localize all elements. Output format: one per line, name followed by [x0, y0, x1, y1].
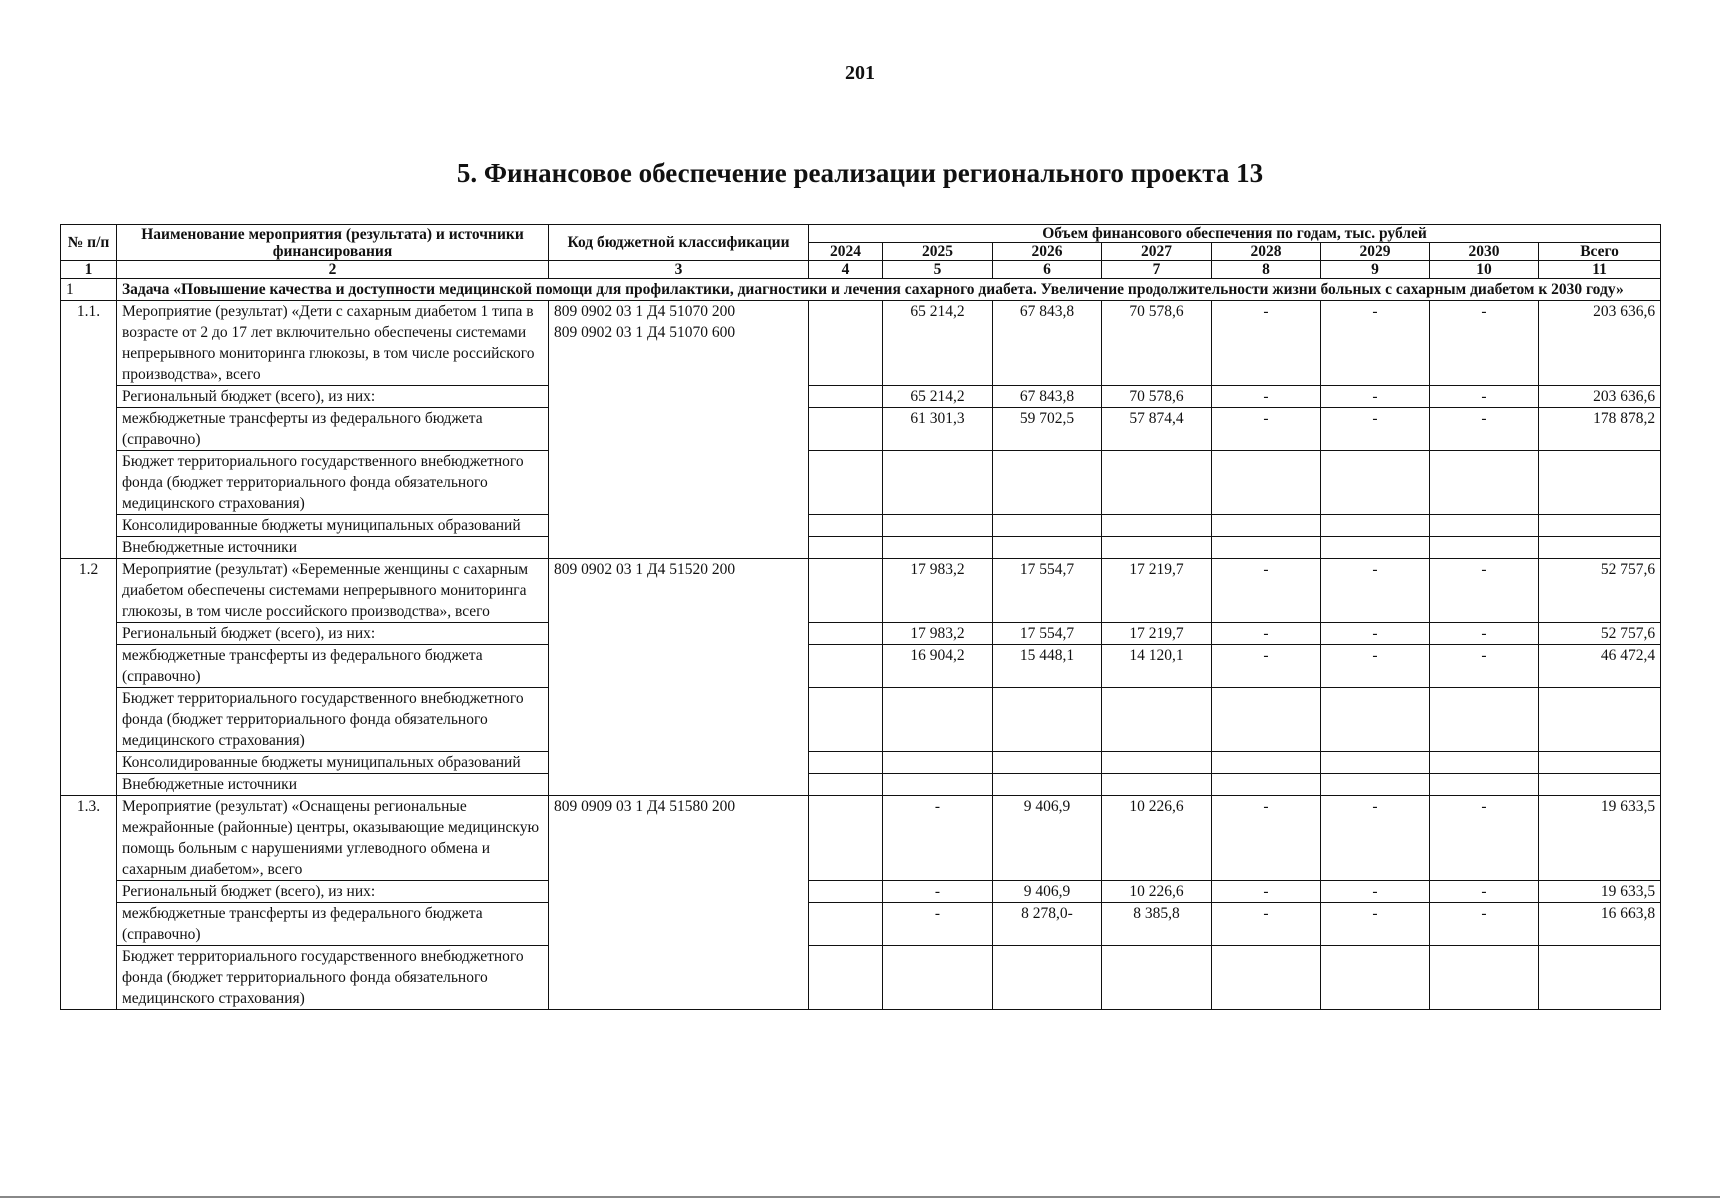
table-row	[61, 796, 1661, 881]
value-year	[809, 451, 883, 515]
header-year: 2025	[883, 243, 993, 261]
header-year: 2026	[993, 243, 1102, 261]
table-row	[61, 881, 1661, 903]
table-row	[61, 451, 1661, 515]
value-year: 59 702,5	[993, 408, 1102, 451]
task-row	[61, 279, 1661, 301]
value-year: 65 214,2	[883, 386, 993, 408]
value-year	[1102, 515, 1212, 537]
value-year: -	[883, 903, 993, 946]
value-year	[809, 515, 883, 537]
value-year: 10 226,6	[1102, 881, 1212, 903]
value-year	[993, 774, 1102, 796]
value-year: 8 385,8	[1102, 903, 1212, 946]
column-number: 1	[61, 261, 117, 279]
value-year	[1321, 451, 1430, 515]
value-year	[993, 688, 1102, 752]
value-year	[1212, 946, 1321, 1010]
funding-source-name: межбюджетные трансферты из федерального бюджета (справочно)	[117, 903, 549, 946]
value-year	[809, 537, 883, 559]
value-year	[1102, 451, 1212, 515]
value-year	[883, 515, 993, 537]
value-year	[809, 752, 883, 774]
budget-code: 809 0909 03 1 Д4 51580 200	[549, 796, 809, 1010]
value-total	[1539, 752, 1661, 774]
value-total	[1539, 451, 1661, 515]
column-number: 11	[1539, 261, 1661, 279]
value-year: 70 578,6	[1102, 386, 1212, 408]
value-total	[1539, 774, 1661, 796]
value-year: 9 406,9	[993, 796, 1102, 881]
item-name: Мероприятие (результат) «Оснащены региональные межрайонные (районные) центры, оказывающие медицинскую помощь больным с нарушениями углеводного обмена и сахарным диабетом», всего	[117, 796, 549, 881]
value-total	[1539, 515, 1661, 537]
value-year: 17 219,7	[1102, 623, 1212, 645]
section-title: 5. Финансовое обеспечение реализации регионального проекта 13	[456, 158, 1264, 188]
value-year	[883, 752, 993, 774]
value-year	[993, 515, 1102, 537]
funding-source-name: Региональный бюджет (всего), из них:	[117, 881, 549, 903]
value-year	[883, 537, 993, 559]
table-row	[61, 408, 1661, 451]
value-year	[1102, 752, 1212, 774]
value-year	[809, 559, 883, 623]
header-num: № п/п	[61, 225, 117, 261]
value-total	[1539, 537, 1661, 559]
value-year	[809, 623, 883, 645]
value-year	[1430, 451, 1539, 515]
value-total: 19 633,5	[1539, 796, 1661, 881]
value-year	[993, 946, 1102, 1010]
value-year	[1212, 774, 1321, 796]
funding-source-name: Внебюджетные источники	[117, 537, 549, 559]
value-year: -	[1430, 386, 1539, 408]
value-year	[1430, 774, 1539, 796]
funding-source-name: Региональный бюджет (всего), из них:	[117, 623, 549, 645]
table-row	[61, 688, 1661, 752]
value-year	[809, 688, 883, 752]
value-year: -	[1430, 645, 1539, 688]
task-num: 1	[61, 279, 117, 301]
value-year	[1430, 515, 1539, 537]
value-year	[1212, 752, 1321, 774]
value-year: -	[1321, 796, 1430, 881]
column-number: 6	[993, 261, 1102, 279]
value-year: 67 843,8	[993, 386, 1102, 408]
value-total: 52 757,6	[1539, 559, 1661, 623]
page-number: 201	[845, 62, 875, 84]
value-year	[1321, 537, 1430, 559]
value-year	[1430, 688, 1539, 752]
value-year: 9 406,9	[993, 881, 1102, 903]
value-year	[1430, 946, 1539, 1010]
value-year: 17 554,7	[993, 623, 1102, 645]
table-row	[61, 645, 1661, 688]
value-year	[809, 881, 883, 903]
value-total: 203 636,6	[1539, 301, 1661, 386]
value-year: -	[1430, 796, 1539, 881]
value-year: 65 214,2	[883, 301, 993, 386]
value-total	[1539, 688, 1661, 752]
value-year: 17 219,7	[1102, 559, 1212, 623]
value-year: -	[1321, 559, 1430, 623]
funding-source-name: межбюджетные трансферты из федерального бюджета (справочно)	[117, 408, 549, 451]
value-total: 19 633,5	[1539, 881, 1661, 903]
value-total: 16 663,8	[1539, 903, 1661, 946]
header-year: 2028	[1212, 243, 1321, 261]
item-name: Мероприятие (результат) «Беременные женщины с сахарным диабетом обеспечены системами непрерывного мониторинга глюкозы, в том числе российского производства», всего	[117, 559, 549, 623]
value-year: -	[1321, 881, 1430, 903]
value-year	[883, 774, 993, 796]
header-year: 2027	[1102, 243, 1212, 261]
header-code: Код бюджетной классификации	[549, 225, 809, 261]
value-year: 8 278,0-	[993, 903, 1102, 946]
value-year: 61 301,3	[883, 408, 993, 451]
column-number: 3	[549, 261, 809, 279]
table-row	[61, 774, 1661, 796]
value-year: -	[1430, 903, 1539, 946]
funding-source-name: межбюджетные трансферты из федерального бюджета (справочно)	[117, 645, 549, 688]
value-year: 70 578,6	[1102, 301, 1212, 386]
financing-table	[60, 224, 1661, 1010]
value-year: -	[1212, 408, 1321, 451]
value-year: 16 904,2	[883, 645, 993, 688]
column-number: 2	[117, 261, 549, 279]
value-total: 203 636,6	[1539, 386, 1661, 408]
table-row	[61, 946, 1661, 1010]
column-number: 10	[1430, 261, 1539, 279]
value-year: -	[1212, 903, 1321, 946]
value-year: -	[1321, 645, 1430, 688]
value-year: 17 983,2	[883, 559, 993, 623]
value-year: 14 120,1	[1102, 645, 1212, 688]
value-year	[1102, 537, 1212, 559]
value-year	[1102, 774, 1212, 796]
value-year	[809, 645, 883, 688]
header-year: 2030	[1430, 243, 1539, 261]
item-num: 1.1.	[61, 301, 117, 559]
value-year	[1102, 946, 1212, 1010]
value-total: 52 757,6	[1539, 623, 1661, 645]
value-year	[1321, 752, 1430, 774]
value-year: -	[1212, 623, 1321, 645]
value-year: 67 843,8	[993, 301, 1102, 386]
value-year	[1102, 688, 1212, 752]
value-year	[1212, 451, 1321, 515]
table-row	[61, 623, 1661, 645]
value-year: -	[1430, 301, 1539, 386]
value-year	[1321, 515, 1430, 537]
value-year	[809, 386, 883, 408]
value-year: 10 226,6	[1102, 796, 1212, 881]
column-number: 7	[1102, 261, 1212, 279]
funding-source-name: Региональный бюджет (всего), из них:	[117, 386, 549, 408]
value-year	[809, 408, 883, 451]
header-row-1	[61, 225, 1661, 243]
value-year	[1212, 537, 1321, 559]
value-year	[883, 688, 993, 752]
value-year: -	[1321, 623, 1430, 645]
header-name: Наименование мероприятия (результата) и источники финансирования	[117, 225, 549, 261]
item-num: 1.2	[61, 559, 117, 796]
value-year: -	[1212, 559, 1321, 623]
table-row	[61, 537, 1661, 559]
value-year	[1430, 537, 1539, 559]
value-year: -	[1430, 623, 1539, 645]
value-year	[1430, 752, 1539, 774]
column-number: 4	[809, 261, 883, 279]
value-year: -	[1321, 408, 1430, 451]
item-num: 1.3.	[61, 796, 117, 1010]
funding-source-name: Консолидированные бюджеты муниципальных образований	[117, 752, 549, 774]
value-year	[993, 537, 1102, 559]
value-year	[809, 796, 883, 881]
value-year: -	[883, 796, 993, 881]
value-year	[883, 946, 993, 1010]
scan-edge-line	[0, 1196, 1720, 1198]
header-volume: Объем финансового обеспечения по годам, тыс. рублей	[809, 225, 1661, 243]
value-year: -	[1321, 903, 1430, 946]
task-text: Задача «Повышение качества и доступности медицинской помощи для профилактики, диагностики и лечения сахарного диабета. Увеличение продолжительности жизни больных с сахарным диабетом к 2030 году»	[117, 279, 1661, 301]
value-year	[1212, 515, 1321, 537]
column-number: 9	[1321, 261, 1430, 279]
header-year: 2024	[809, 243, 883, 261]
value-year	[1321, 688, 1430, 752]
value-year: -	[1430, 881, 1539, 903]
value-total	[1539, 946, 1661, 1010]
table-row	[61, 515, 1661, 537]
table-row	[61, 301, 1661, 386]
value-year	[809, 903, 883, 946]
value-year: -	[1321, 386, 1430, 408]
value-year	[809, 301, 883, 386]
value-year: 17 983,2	[883, 623, 993, 645]
value-year	[809, 946, 883, 1010]
table-row	[61, 559, 1661, 623]
funding-source-name: Бюджет территориального государственного внебюджетного фонда (бюджет территориального фонда обязательного медицинского страхования)	[117, 946, 549, 1010]
value-year: -	[1212, 881, 1321, 903]
column-number: 8	[1212, 261, 1321, 279]
value-year	[1212, 688, 1321, 752]
budget-code: 809 0902 03 1 Д4 51520 200	[549, 559, 809, 796]
column-numbers-row	[61, 261, 1661, 279]
value-year: -	[1212, 386, 1321, 408]
value-year: -	[1321, 301, 1430, 386]
value-year	[993, 752, 1102, 774]
value-year	[1321, 946, 1430, 1010]
table-row	[61, 386, 1661, 408]
value-year: -	[1430, 408, 1539, 451]
column-number: 5	[883, 261, 993, 279]
funding-source-name: Консолидированные бюджеты муниципальных образований	[117, 515, 549, 537]
value-year: -	[1212, 645, 1321, 688]
value-total: 178 878,2	[1539, 408, 1661, 451]
value-year: 17 554,7	[993, 559, 1102, 623]
table-row	[61, 903, 1661, 946]
header-year: 2029	[1321, 243, 1430, 261]
value-total: 46 472,4	[1539, 645, 1661, 688]
value-year	[809, 774, 883, 796]
value-year	[993, 451, 1102, 515]
value-year	[1321, 774, 1430, 796]
value-year: -	[1212, 796, 1321, 881]
value-year: -	[1212, 301, 1321, 386]
value-year	[883, 451, 993, 515]
funding-source-name: Внебюджетные источники	[117, 774, 549, 796]
item-name: Мероприятие (результат) «Дети с сахарным диабетом 1 типа в возрасте от 2 до 17 лет включительно обеспечены системами непрерывного мониторинга глюкозы, в том числе российского производства», всего	[117, 301, 549, 386]
value-year: -	[1430, 559, 1539, 623]
header-year: Всего	[1539, 243, 1661, 261]
value-year: 57 874,4	[1102, 408, 1212, 451]
budget-code: 809 0902 03 1 Д4 51070 200 809 0902 03 1 Д4 51070 600	[549, 301, 809, 559]
value-year: 15 448,1	[993, 645, 1102, 688]
funding-source-name: Бюджет территориального государственного внебюджетного фонда (бюджет территориального фонда обязательного медицинского страхования)	[117, 451, 549, 515]
table-row	[61, 752, 1661, 774]
funding-source-name: Бюджет территориального государственного внебюджетного фонда (бюджет территориального фонда обязательного медицинского страхования)	[117, 688, 549, 752]
value-year: -	[883, 881, 993, 903]
